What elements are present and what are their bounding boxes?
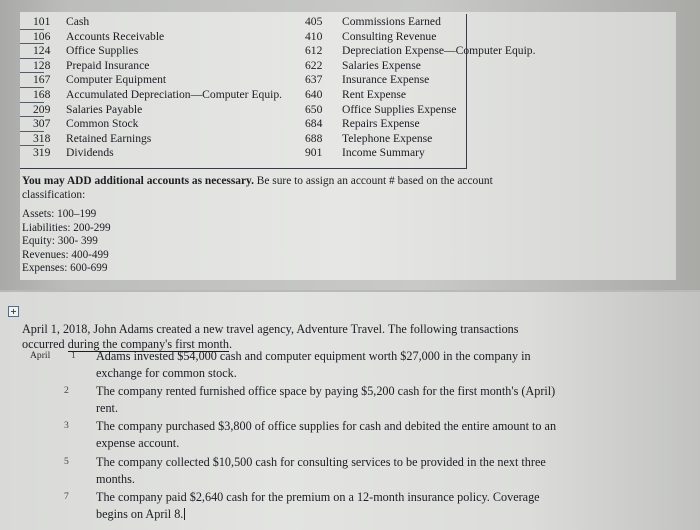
account-number: 168 <box>33 88 51 101</box>
classification-expenses: Expenses: 600-699 <box>22 262 108 275</box>
account-name: Computer Equipment <box>66 73 167 87</box>
account-name: Consulting Revenue <box>342 29 437 43</box>
row-divider <box>20 43 44 44</box>
transaction-text-line-1: The company rented furnished office space by paying $5,200 cash for the first month's (April) <box>96 384 556 398</box>
account-number: 106 <box>33 29 51 43</box>
account-number: 167 <box>33 73 51 87</box>
account-number: 124 <box>33 44 51 58</box>
account-number: 410 <box>305 29 323 43</box>
account-number: 318 <box>33 131 51 145</box>
account-number: 640 <box>305 88 323 101</box>
notice-bold-text: You may ADD additional accounts as necessary. <box>22 175 254 187</box>
intro-line-2-post: . <box>228 337 233 351</box>
account-number: 405 <box>305 15 323 28</box>
transaction-text-line-1: The company collected $10,500 cash for consulting services to be provided in the next three <box>96 455 546 469</box>
account-number: 684 <box>305 117 323 131</box>
transaction-day: 1 <box>71 350 76 361</box>
account-number: 319 <box>33 146 51 160</box>
row-divider <box>20 102 44 103</box>
account-name: Rent Expense <box>342 88 407 101</box>
account-name: Accumulated Depreciation—Computer Equip. <box>66 88 283 101</box>
account-number: 901 <box>305 146 323 160</box>
account-name: Office Supplies <box>66 44 139 58</box>
account-name: Retained Earnings <box>66 131 152 145</box>
account-name: Salaries Expense <box>342 58 421 72</box>
row-divider <box>20 131 44 132</box>
notice-line-2: classification: <box>22 188 86 201</box>
intro-line-1: April 1, 2018, John Adams created a new travel agency, Adventure Travel. The following transactions <box>22 322 519 336</box>
account-number: 650 <box>305 102 323 116</box>
account-name: Insurance Expense <box>342 73 430 87</box>
account-name: Accounts Receivable <box>66 29 165 43</box>
account-name: Telephone Expense <box>342 131 433 145</box>
transaction-text-line-2: months. <box>96 471 135 486</box>
account-row <box>20 73 466 88</box>
transaction-text-line-1: Adams invested $54,000 cash and computer equipment worth $27,000 in the company in <box>96 349 531 363</box>
intro-line-2-pre: occurred <box>22 337 68 351</box>
transaction-text-line-2: rent. <box>96 400 118 415</box>
expand-plus-icon[interactable] <box>8 306 19 317</box>
transaction-day: 3 <box>64 420 69 431</box>
transaction-text-line-2: begins on April 8. <box>96 506 184 521</box>
row-divider <box>20 58 44 59</box>
account-row <box>20 15 466 30</box>
row-divider <box>20 29 44 30</box>
row-divider <box>20 116 44 117</box>
account-row <box>20 146 466 161</box>
account-name: Prepaid Insurance <box>66 58 150 72</box>
account-name: Repairs Expense <box>342 117 420 131</box>
account-number: 307 <box>33 117 51 131</box>
transaction-day: 2 <box>64 385 69 396</box>
text-cursor <box>184 508 185 520</box>
classification-equity: Equity: 300- 399 <box>22 235 98 248</box>
notice-rest-text: Be sure to assign an account # based on the account <box>253 175 493 187</box>
month-label: April <box>30 350 51 361</box>
account-number: 622 <box>305 58 323 72</box>
account-name: Commissions Earned <box>342 15 441 28</box>
transaction-text-line-2: expense account. <box>96 435 180 450</box>
row-divider <box>20 72 44 73</box>
chart-of-accounts-table <box>20 14 536 169</box>
classification-assets: Assets: 100–199 <box>22 208 97 220</box>
notice-line-1 <box>22 175 582 189</box>
account-name: Depreciation Expense—Computer Equip. <box>342 44 536 58</box>
transaction-text-line-2: exchange for common stock. <box>96 365 237 380</box>
add-accounts-notice <box>22 175 582 202</box>
account-row <box>20 59 466 74</box>
account-classification-list <box>22 208 222 276</box>
account-number: 637 <box>305 73 323 87</box>
account-number: 128 <box>33 58 51 72</box>
transaction-day: 5 <box>64 456 69 467</box>
account-row <box>20 132 466 147</box>
account-row <box>20 88 466 103</box>
row-divider <box>20 145 44 146</box>
classification-liabilities: Liabilities: 200-299 <box>22 221 111 234</box>
account-number: 101 <box>33 15 51 28</box>
intro-underlined-phrase: during the company's first month <box>67 337 229 351</box>
account-number: 612 <box>305 44 323 58</box>
account-name: Office Supplies Expense <box>342 102 457 116</box>
account-name: Income Summary <box>342 146 425 160</box>
account-name: Cash <box>66 15 90 28</box>
transaction-day: 7 <box>64 491 69 502</box>
account-name: Salaries Payable <box>66 102 143 116</box>
account-number: 688 <box>305 131 323 145</box>
account-row <box>20 30 466 45</box>
account-name: Common Stock <box>66 117 139 131</box>
account-row <box>20 117 466 132</box>
classification-revenues: Revenues: 400-499 <box>22 248 109 261</box>
transaction-text-line-1: The company purchased $3,800 of office supplies for cash and debited the entire amount to an <box>96 419 557 433</box>
row-divider <box>20 87 44 88</box>
account-name: Dividends <box>66 146 114 160</box>
account-number: 209 <box>33 102 51 116</box>
transaction-text-line-1: The company paid $2,640 cash for the premium on a 12-month insurance policy. Coverage <box>96 490 540 504</box>
account-row <box>20 44 536 59</box>
account-row <box>20 103 466 118</box>
